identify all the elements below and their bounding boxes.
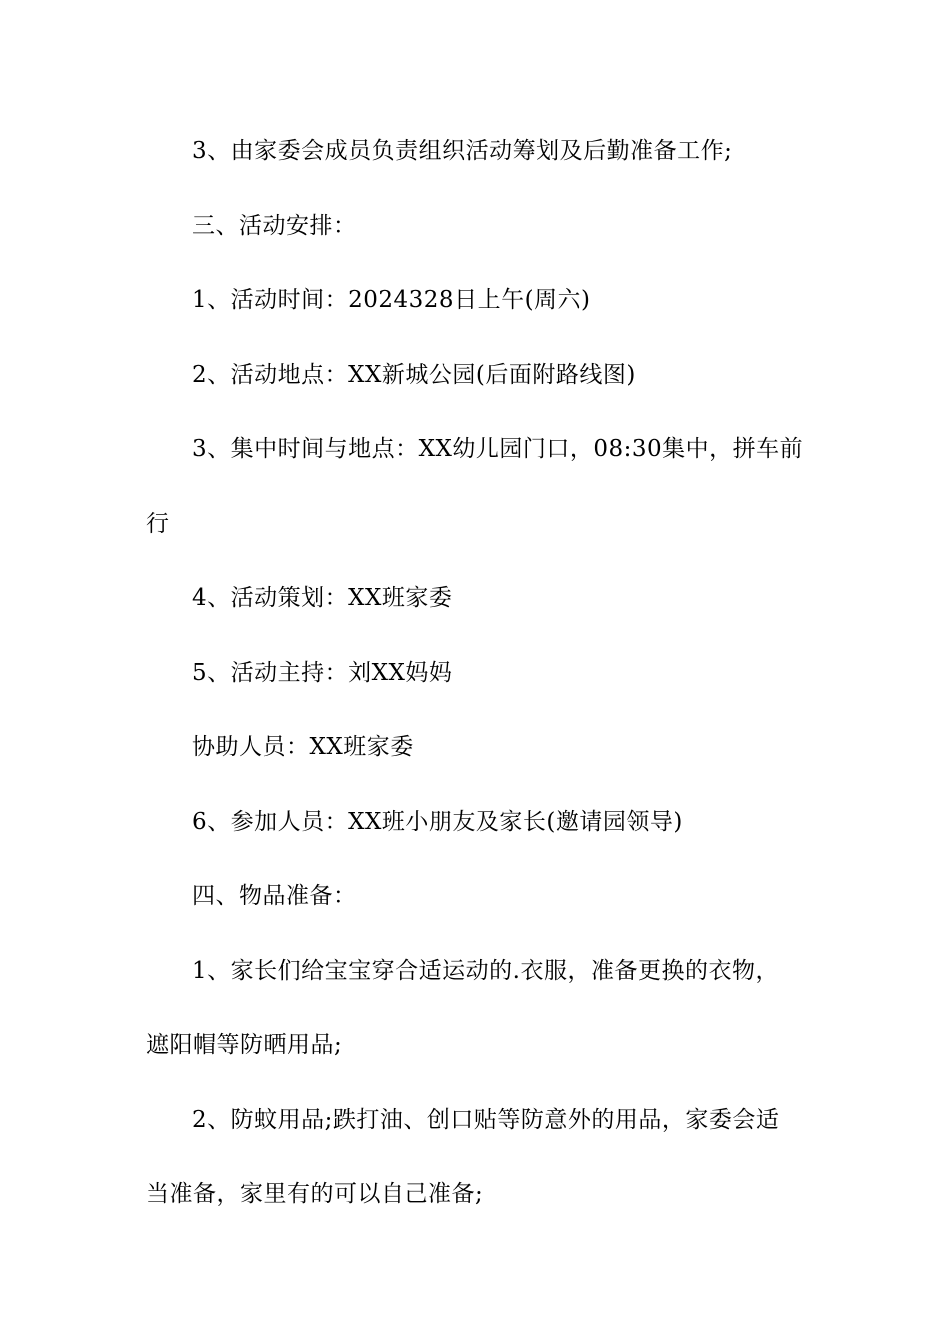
text-line: 1、活动时间：2024328日上午(周六): [192, 287, 591, 313]
text-line: 5、活动主持：刘XX妈妈: [192, 660, 453, 686]
text-line: 4、活动策划：XX班家委: [192, 585, 453, 611]
text-line: 2、防蚊用品;跌打油、创口贴等防意外的用品，家委会适: [192, 1107, 780, 1133]
section-heading: 三、活动安排：: [192, 213, 357, 239]
text-line: 2、活动地点：XX新城公园(后面附路线图): [192, 362, 636, 388]
text-line-continuation: 遮阳帽等防晒用品;: [146, 1032, 343, 1058]
text-line: 协助人员：XX班家委: [192, 734, 414, 760]
text-line: 3、集中时间与地点：XX幼儿园门口，08:30集中，拼车前: [192, 436, 804, 462]
text-line: 3、由家委会成员负责组织活动筹划及后勤准备工作;: [192, 138, 733, 164]
text-line-continuation: 当准备，家里有的可以自己准备;: [146, 1181, 484, 1207]
section-heading: 四、物品准备：: [192, 883, 357, 909]
text-line: 1、家长们给宝宝穿合适运动的.衣服，准备更换的衣物，: [192, 958, 779, 984]
text-line-continuation: 行: [146, 511, 170, 537]
text-line: 6、参加人员：XX班小朋友及家长(邀请园领导): [192, 809, 683, 835]
